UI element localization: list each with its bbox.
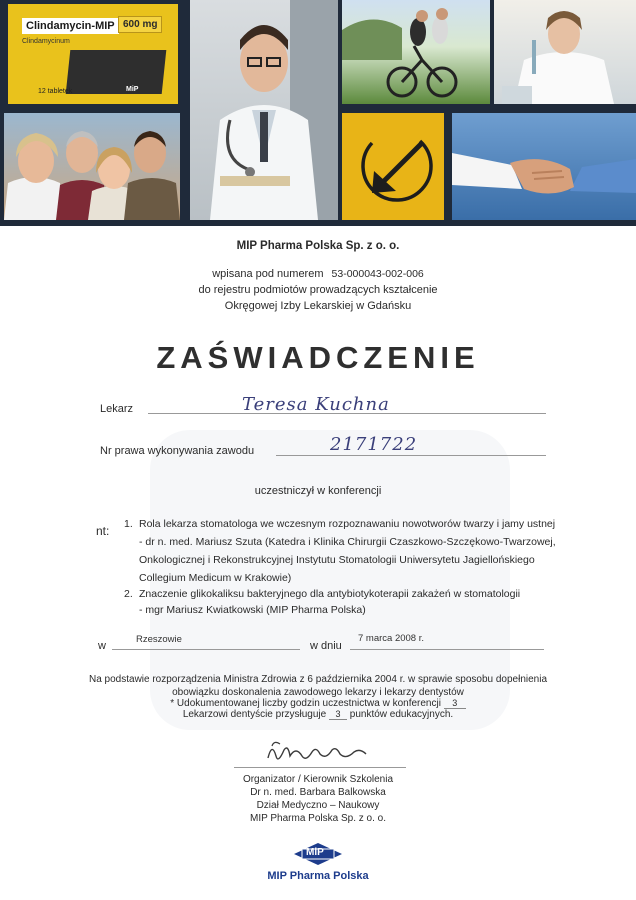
photo-banner: [0, 0, 636, 226]
registry-line-1: [0, 268, 636, 280]
points-prefix: Lekarzowi dentyście przysługuje: [182, 709, 327, 720]
scientist-figure-icon: [494, 0, 636, 104]
place-value: Rzeszowie: [136, 634, 182, 645]
topic-1-line: Collegium Medicum w Krakowie): [139, 572, 292, 584]
points-suffix: punktów edukacyjnych.: [349, 709, 454, 720]
registry-number: 53-000043-002-006: [331, 268, 424, 280]
arrow-down-left-icon: [342, 113, 444, 220]
organizer-department: Dział Medyczno – Naukowy: [256, 800, 380, 811]
topic-2-line: - mgr Mariusz Kwiatkowski (MIP Pharma Polska): [139, 604, 366, 616]
lab-scientist-photo: [494, 0, 636, 104]
points-value: 3: [329, 709, 347, 720]
topic-2-number: 2.: [124, 588, 133, 600]
arrow-graphic: [342, 113, 444, 220]
handshake-icon: [452, 113, 636, 220]
signature-image: [262, 738, 372, 766]
license-label: Nr prawa wykonywania zawodu: [100, 445, 255, 457]
license-number: 2171722: [330, 434, 418, 455]
product-dose: 600 mg: [118, 16, 162, 33]
product-name: Clindamycin-MIP: [22, 18, 119, 34]
topic-1-number: 1.: [124, 518, 133, 530]
organizer-company: MIP Pharma Polska Sp. z o. o.: [250, 813, 386, 824]
regulation-line-1: Na podstawie rozporządzenia Ministra Zdrowia z 6 października 2004 r. w sprawie sposobu dopełnienia: [88, 674, 548, 685]
doctor-label: Lekarz: [100, 403, 134, 415]
cyclists-photo: [342, 0, 490, 104]
family-photo: [4, 113, 180, 220]
hours-label: * Udokumentowanej liczby godzin uczestnictwa w konferencji: [170, 698, 441, 709]
organizer-name: Dr n. med. Barbara Balkowska: [250, 787, 386, 798]
regulation-line-2: obowiązku doskonalenia zawodowego lekarzy i lekarzy dentystów: [172, 687, 464, 698]
registry-line-2: do rejestru podmiotów prowadzących kształcenie: [198, 284, 438, 296]
place-underline: [112, 649, 300, 650]
topics-label: nt:: [96, 524, 110, 538]
company-name: MIP Pharma Polska Sp. z o. o.: [236, 240, 400, 252]
registry-line-3: Okręgowej Izby Lekarskiej w Gdańsku: [224, 300, 412, 312]
doctor-name: Teresa Kuchna: [242, 394, 390, 415]
doctor-figure-icon: [190, 0, 338, 220]
doctor-photo: [190, 0, 338, 220]
topic-1-line: - dr n. med. Mariusz Szuta (Katedra i Klinika Chirurgii Czaszkowo-Szczękowo-Twarzowej,: [139, 536, 556, 548]
participation-text: uczestniczył w konferencji: [254, 485, 382, 497]
product-logo: MiP: [126, 86, 139, 93]
bicycle-icon: [342, 0, 490, 104]
place-label: w: [98, 640, 106, 652]
topic-1-line: Rola lekarza stomatologa we wczesnym rozpoznawaniu nowotworów twarzy i jamy ustnej: [139, 518, 556, 530]
signature-underline: [234, 767, 406, 768]
product-count: 12 tabletek: [38, 88, 73, 95]
topic-2-line: Znaczenie glikokaliksu bakteryjnego dla antybiotykoterapii zakażeń w stomatologii: [139, 588, 521, 600]
product-box-image: [8, 4, 178, 104]
logo-text: MiP: [306, 847, 324, 858]
product-substance: Clindamycinum: [22, 38, 70, 45]
mip-logo: [292, 842, 344, 866]
topic-1-line: Onkologicznej i Rekonstrukcyjnej Instytutu Stomatologii Uniwersytetu Jagiellońskiego: [139, 554, 535, 566]
license-underline: [276, 455, 546, 456]
points-line: [0, 709, 636, 720]
handshake-photo: [452, 113, 636, 220]
organizer-role: Organizator / Kierownik Szkolenia: [242, 774, 394, 785]
registry-prefix: wpisana pod numerem: [212, 268, 324, 280]
date-underline: [350, 649, 544, 650]
hours-value: 3: [444, 698, 466, 709]
certificate-title: ZAŚWIADCZENIE: [156, 340, 480, 375]
hours-line: [0, 698, 636, 709]
people-group-icon: [4, 113, 180, 220]
date-value: 7 marca 2008 r.: [358, 633, 425, 644]
footer-brand: MIP Pharma Polska: [267, 870, 369, 882]
date-label: w dniu: [310, 640, 342, 652]
product-box-shape: [66, 50, 167, 94]
